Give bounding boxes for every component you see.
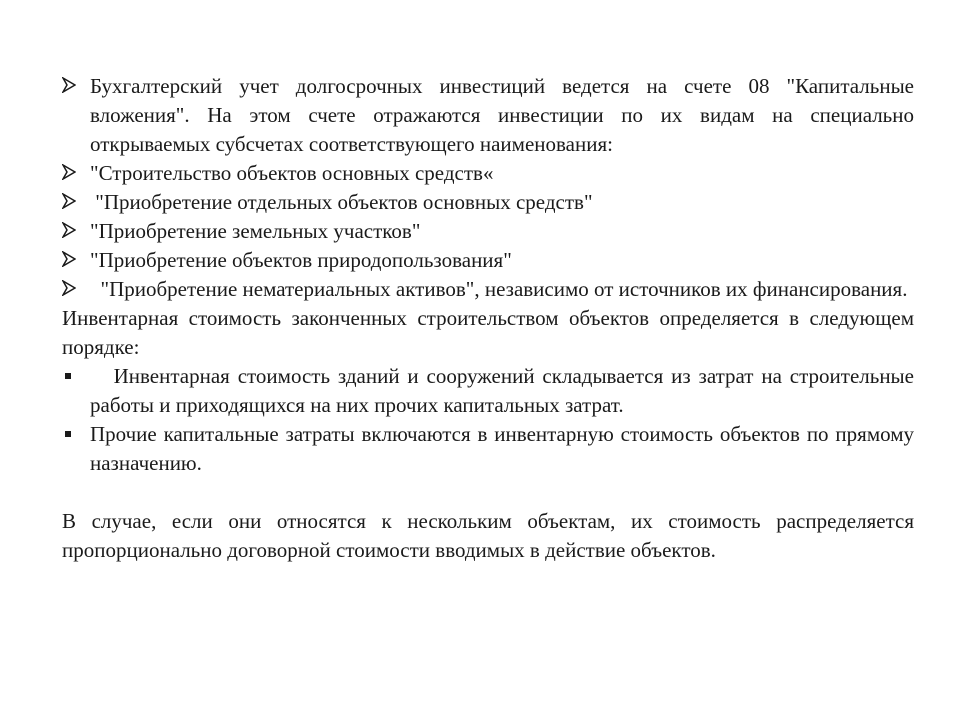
list-item [62, 159, 914, 188]
list-item [62, 217, 914, 246]
list-item [62, 420, 920, 478]
arrow-bullet-icon [62, 159, 86, 188]
arrow-bullet-icon [62, 275, 86, 304]
list-item [62, 188, 914, 217]
list-item [62, 362, 920, 420]
arrow-bullet-icon [62, 246, 86, 275]
square-bullet-icon [62, 420, 86, 449]
square-bullet-icon [62, 362, 86, 391]
arrow-bullet-icon [62, 217, 86, 246]
list-item-text: "Приобретение объектов природопользования" [90, 248, 512, 272]
list-item-text: Бухгалтерский учет долгосрочных инвестиций ведется на счете 08 "Капитальные вложения". На этом счете отражаются инвестиции по их видам на специально открываемых субсчетах соответствующего наименования: [90, 74, 920, 156]
spacer [62, 478, 914, 507]
slide-content [62, 72, 920, 565]
arrow-bullet-icon [62, 188, 86, 217]
list-item-text: "Приобретение нематериальных активов", независимо от источников их финансирования. [90, 277, 908, 301]
arrow-bullet-icon [62, 72, 86, 101]
paragraph: В случае, если они относятся к нескольким объектам, их стоимость распределяется пропорционально договорной стоимости вводимых в действие объектов. [62, 509, 914, 562]
list-item [62, 275, 914, 304]
paragraph: Инвентарная стоимость законченных строительством объектов определяется в следующем порядке: [62, 306, 914, 359]
list-item-text: "Приобретение земельных участков" [90, 219, 421, 243]
list-item-text: "Приобретение отдельных объектов основных средств" [90, 190, 593, 214]
list-item-text: "Строительство объектов основных средств« [90, 161, 494, 185]
list-item [62, 246, 914, 275]
list-item-text: Прочие капитальные затраты включаются в инвентарную стоимость объектов по прямому назначению. [90, 422, 920, 475]
list-item-text: Инвентарная стоимость зданий и сооружений складывается из затрат на строительные работы и приходящихся на них прочих капитальных затрат. [90, 364, 920, 417]
list-item [62, 72, 920, 159]
